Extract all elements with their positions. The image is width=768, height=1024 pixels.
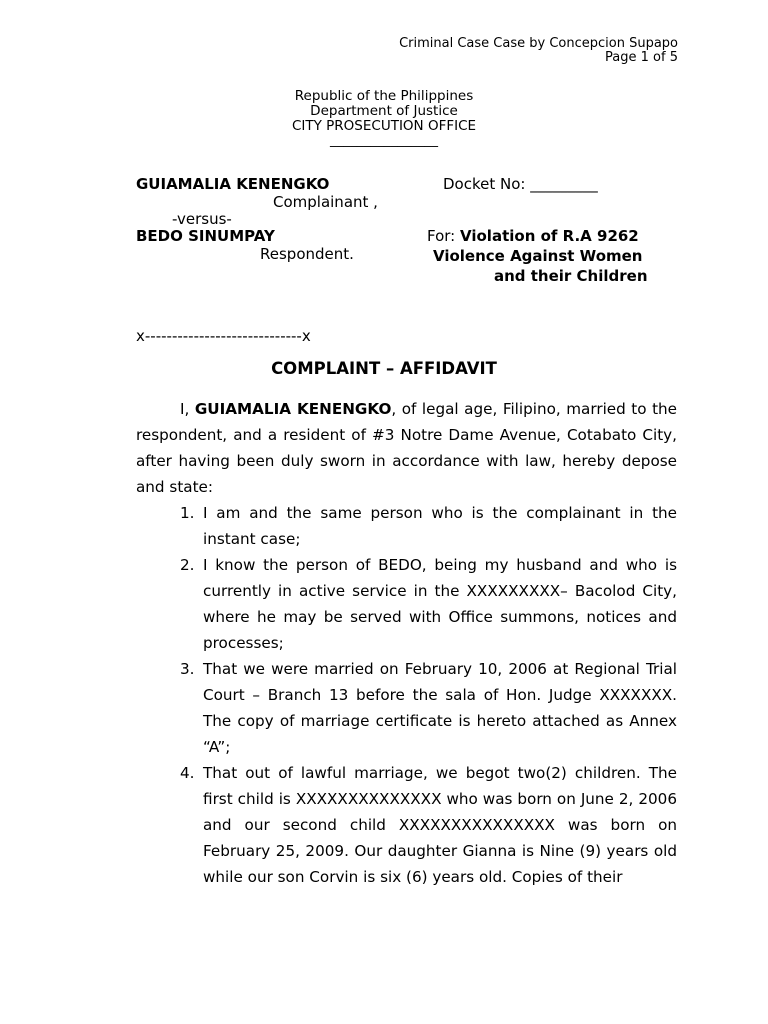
office-prosecution: CITY PROSECUTION OFFICE: [291, 118, 477, 134]
office-department: Department of Justice: [310, 103, 458, 119]
statement-list: [136, 500, 677, 890]
complainant-role: Complainant ,: [273, 193, 378, 211]
violation-title: Violation of R.A 9262: [460, 227, 639, 245]
list-item: [136, 760, 677, 890]
intro-rest: , of legal age, Filipino, married to the respondent, and a resident of #3 Notre Dame Avenue, Cotabato City, after having been duly sworn in accordance with law, hereby depose and state:: [136, 400, 678, 496]
list-item: [136, 552, 677, 656]
list-item-number: 3.: [180, 660, 195, 678]
page-indicator: Page 1 of 5: [605, 50, 678, 65]
respondent-name: BEDO SINUMPAY: [136, 227, 275, 245]
complainant-name: GUIAMALIA KENENGKO: [136, 175, 330, 193]
case-title-header: Criminal Case Case by Concepcion Supapo: [399, 36, 678, 51]
violation-line-1: [427, 227, 639, 245]
office-underline: ________________: [330, 132, 438, 148]
versus-label: -versus-: [172, 210, 232, 228]
intro-name: GUIAMALIA KENENGKO: [194, 400, 392, 418]
list-item-number: 1.: [180, 504, 195, 522]
affidavit-body: [136, 396, 677, 890]
intro-paragraph: [136, 396, 677, 500]
violation-line-2: Violence Against Women: [433, 247, 643, 265]
list-item-text: I am and the same person who is the complainant in the instant case;: [203, 504, 677, 548]
separator-line: x-----------------------------x: [136, 327, 311, 345]
respondent-role: Respondent.: [260, 245, 354, 263]
list-item-text: That we were married on February 10, 2006 at Regional Trial Court – Branch 13 before the sala of Hon. Judge XXXXXXX. The copy of marriage certificate is hereto attached as Annex “A”;: [203, 660, 677, 756]
intro-lead: I,: [180, 400, 190, 418]
list-item-text: I know the person of BEDO, being my husband and who is currently in active service in the XXXXXXXXX– Bacolod City, where he may be served with Office summons, notices and processes;: [203, 556, 677, 652]
document-title: COMPLAINT – AFFIDAVIT: [271, 359, 497, 378]
list-item-text: That out of lawful marriage, we begot two(2) children. The first child is XXXXXXXXXXXXXX who was born on June 2, 2006 and our second child XXXXXXXXXXXXXXX was born on February 25, 2009. Our daughter Gianna is Nine (9) years old while our son Corvin is six (6) years old. Copies of their: [203, 764, 677, 886]
docket-number: Docket No: _________: [443, 175, 598, 193]
office-republic: Republic of the Philippines: [294, 88, 474, 104]
list-item: [136, 500, 677, 552]
list-item: [136, 656, 677, 760]
violation-line-3: and their Children: [494, 267, 648, 285]
for-label: For:: [427, 227, 456, 245]
list-item-number: 4.: [180, 764, 195, 782]
list-item-number: 2.: [180, 556, 195, 574]
